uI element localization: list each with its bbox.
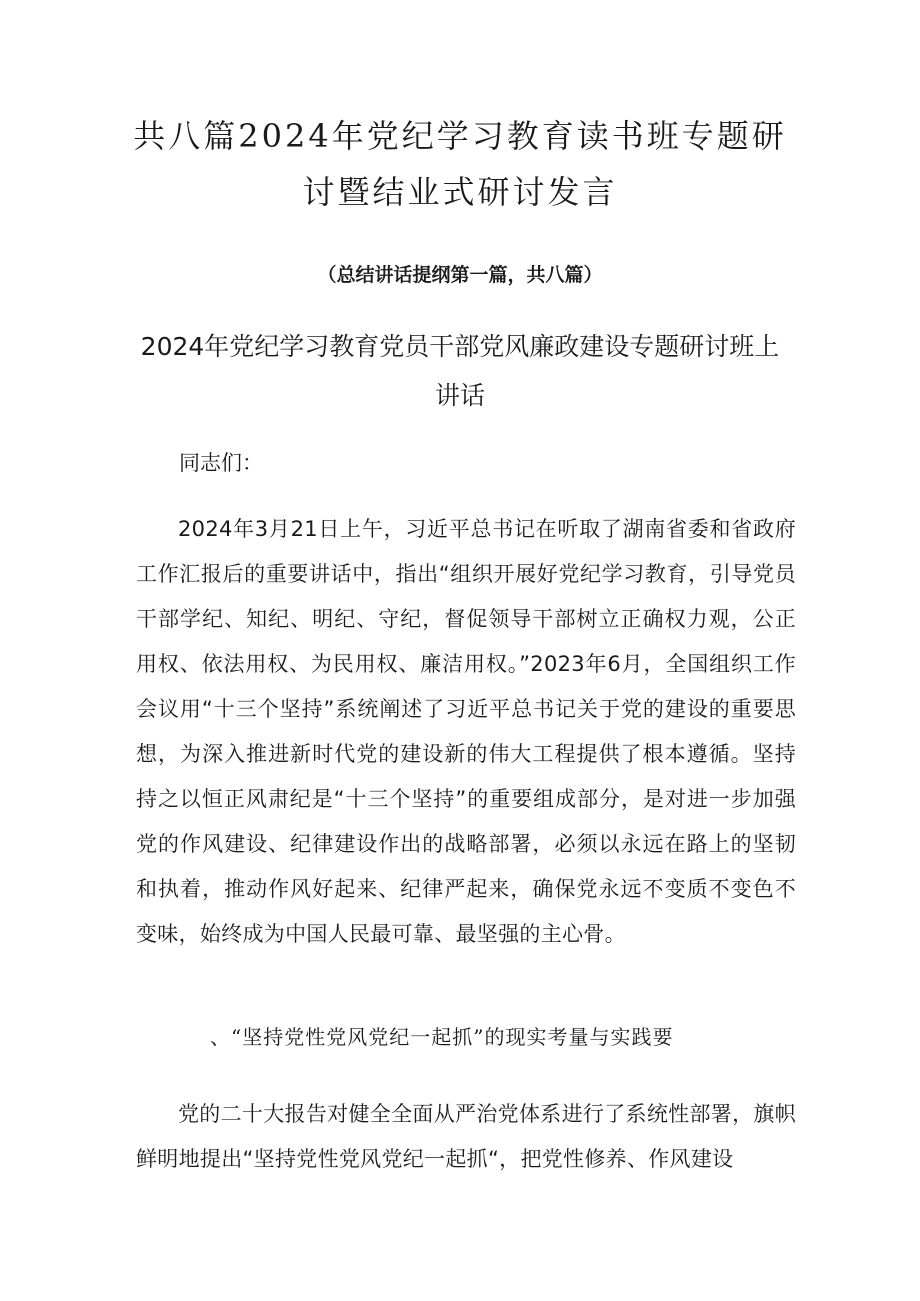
greeting: 同志们： xyxy=(179,451,263,475)
main-title: 共八篇2024年党纪学习教育读书班专题研讨暨结业式研讨发言 xyxy=(133,117,787,211)
section-heading: 、“坚持党性党风党纪一起抓”的现实考量与实践要 xyxy=(210,1025,674,1049)
body-paragraph: 2024年3月21日上午，习近平总书记在听取了湖南省委和省政府工作汇报后的重要讲话中，指出“组织开展好党纪学习教育，引导党员干部学纪、知纪、明纪、守纪，督促领导干部树立正确权力观，公正用权、依法用权、为民用权、廉洁用权。”2023年6月，全国组织工作会议用“十三个坚持”系统阐述了习近平总书记关于党的建设的重要思想，为深入推进新时代党的建设新的伟大工程提供了根本遵循。坚持持之以恒正风肃纪是“十三个坚持”的重要组成部分，是对进一步加强党的作风建设、纪律建设作出的战略部署，必须以永远在路上的坚韧和执着，推动作风好起来、纪律严起来，确保党永远不变质不变色不变味，始终成为中国人民最可靠、最坚强的主心骨。 xyxy=(136,517,796,946)
subtitle: （总结讲话提纲第一篇，共八篇） xyxy=(317,264,603,286)
speech-title: 2024年党纪学习教育党员干部党风廉政建设专题研讨班上讲话 xyxy=(140,332,780,410)
body-paragraph: 党的二十大报告对健全全面从严治党体系进行了系统性部署，旗帜鲜明地提出“坚持党性党风党纪一起抓“，把党性修养、作风建设 xyxy=(136,1102,796,1171)
